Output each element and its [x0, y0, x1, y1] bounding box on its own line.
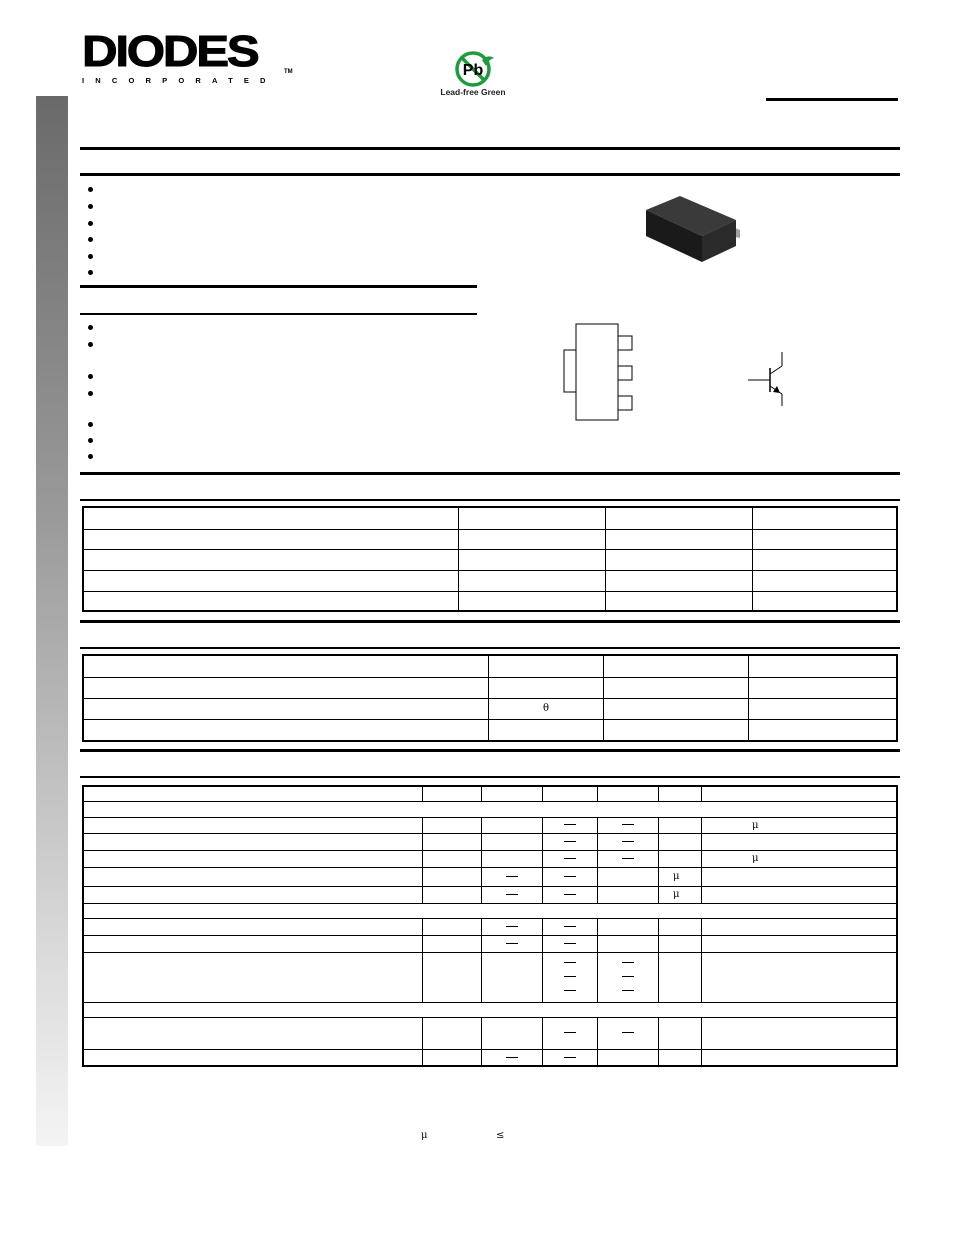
- list-item: [87, 340, 95, 348]
- table-row: [83, 867, 897, 886]
- badge-caption: Lead-free Green: [440, 87, 506, 97]
- list-item: [87, 420, 95, 428]
- list-item: [87, 436, 95, 444]
- table-row: [83, 817, 897, 833]
- list-item: [87, 323, 95, 331]
- dash-mark: [622, 962, 634, 963]
- dash-mark: [564, 926, 576, 927]
- electrical-rule: [80, 776, 900, 778]
- electrical-characteristics-table: [82, 785, 898, 1067]
- thermal-rule: [80, 647, 900, 649]
- micro-symbol: μ: [752, 853, 759, 864]
- table-row: [83, 719, 897, 741]
- note-less-equal-symbol: ≤: [496, 1130, 505, 1141]
- diodes-logo: DIODES INCORPORATED: [82, 27, 277, 85]
- table-row: [83, 655, 897, 677]
- dash-mark: [564, 858, 576, 859]
- dash-mark: [622, 824, 634, 825]
- dash-mark: [564, 943, 576, 944]
- electrical-rule-top: [80, 749, 900, 752]
- theta-symbol: θ: [542, 703, 550, 714]
- micro-symbol: μ: [673, 871, 680, 882]
- lead-free-green-icon: [438, 50, 508, 88]
- dash-mark: [622, 858, 634, 859]
- dash-mark: [564, 894, 576, 895]
- micro-symbol: μ: [752, 819, 759, 831]
- list-item: [87, 372, 95, 380]
- table-row: [83, 918, 897, 935]
- part-number-underline: [766, 98, 898, 101]
- list-item: [87, 389, 95, 397]
- dash-mark: [622, 841, 634, 842]
- mechanical-rule: [80, 313, 477, 315]
- badge-symbol: Pb: [462, 62, 484, 79]
- dash-mark: [506, 926, 518, 927]
- table-row: [83, 698, 897, 719]
- dash-mark: [564, 1032, 576, 1033]
- table-row: [83, 507, 897, 529]
- table-row: [83, 1049, 897, 1066]
- note-micro-symbol: μ: [421, 1130, 428, 1141]
- table-row: [83, 1017, 897, 1049]
- sot89-pinout-icon: [560, 320, 640, 424]
- max-ratings-table: [82, 506, 898, 612]
- max-ratings-rule-top: [80, 472, 900, 475]
- table-row: [83, 903, 897, 918]
- dash-mark: [506, 1057, 518, 1058]
- table-row: [83, 833, 897, 850]
- lead-free-green-badge: [438, 50, 508, 98]
- mechanical-rule-top: [80, 285, 477, 288]
- table-row: [83, 570, 897, 591]
- dash-mark: [564, 1057, 576, 1058]
- list-item: [87, 202, 95, 210]
- table-row: [83, 529, 897, 549]
- title-rule-top: [80, 147, 900, 150]
- list-item: [87, 219, 95, 227]
- dash-mark: [564, 841, 576, 842]
- features-rule: [80, 173, 900, 176]
- dash-mark: [622, 990, 634, 991]
- trademark-mark: TM: [284, 69, 293, 75]
- table-row: [83, 886, 897, 903]
- thermal-table: [82, 654, 898, 742]
- table-row: [83, 591, 897, 611]
- list-item: [87, 268, 95, 276]
- dash-mark: [564, 976, 576, 977]
- dash-mark: [506, 943, 518, 944]
- table-row: [83, 850, 897, 867]
- dash-mark: [564, 824, 576, 825]
- list-item: [87, 235, 95, 243]
- list-item: [87, 252, 95, 260]
- list-item: [87, 452, 95, 460]
- dash-mark: [564, 876, 576, 877]
- list-item: [87, 185, 95, 193]
- max-ratings-rule: [80, 499, 900, 501]
- dash-mark: [506, 894, 518, 895]
- table-row: [83, 801, 897, 817]
- table-row: [83, 935, 897, 952]
- npn-transistor-symbol-icon: [744, 348, 790, 410]
- dash-mark: [622, 1032, 634, 1033]
- table-row: [83, 952, 897, 1002]
- table-row: [83, 549, 897, 570]
- dash-mark: [622, 976, 634, 977]
- dash-mark: [564, 990, 576, 991]
- micro-symbol: μ: [673, 889, 680, 900]
- sot89-package-icon: [636, 190, 748, 266]
- dash-mark: [564, 962, 576, 963]
- table-row: [83, 677, 897, 698]
- side-gradient-bar: [36, 96, 68, 1146]
- table-row: [83, 1002, 897, 1017]
- thermal-rule-top: [80, 620, 900, 623]
- dash-mark: [506, 876, 518, 877]
- table-row: [83, 786, 897, 801]
